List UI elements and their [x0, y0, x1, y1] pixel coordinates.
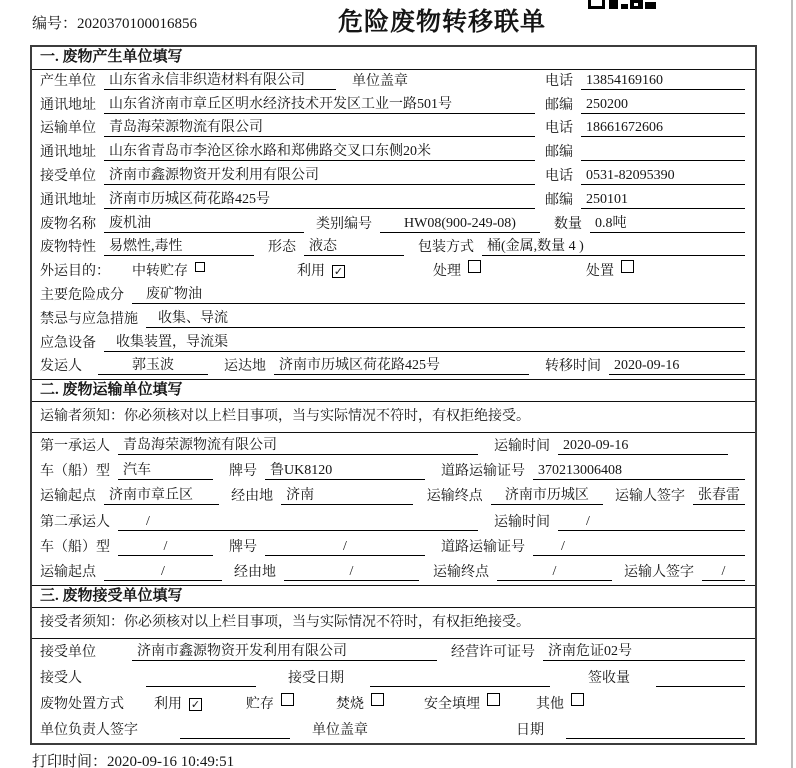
transport-purpose-row — [32, 260, 755, 284]
phone2-value: 18661672606 — [581, 120, 745, 137]
receiver-row — [32, 165, 755, 189]
print-time-label: 打印时间： — [32, 754, 108, 768]
transporter-label: 运输单位 — [40, 121, 96, 137]
disposal-option-use-label: 利用 — [154, 697, 182, 713]
section-receiver — [32, 585, 755, 743]
address1-value: 山东省济南市章丘区明水经济技术开发区工业一路501号 — [104, 97, 535, 114]
vehicle2-label: 车（船）型 — [40, 539, 110, 555]
received-qty-value — [656, 686, 745, 687]
packaging-label: 包装方式 — [418, 240, 474, 256]
accept-date-label: 接受日期 — [288, 671, 344, 687]
phone2-label: 电话 — [545, 121, 573, 137]
serial-value: 2020370100016856 — [77, 16, 198, 32]
vehicle1-label: 车（船）型 — [40, 463, 110, 479]
traits-label: 废物特性 — [40, 240, 96, 256]
shipper-label: 发运人 — [40, 359, 82, 375]
purpose-option-storage-label: 中转贮存 — [132, 264, 188, 280]
seal-label: 单位盖章 — [352, 73, 408, 89]
phone3-label: 电话 — [545, 168, 573, 184]
zip1-label: 邮编 — [545, 97, 573, 113]
carrier1-row — [32, 433, 755, 458]
disposal-label: 废物处置方式 — [40, 697, 124, 713]
transporter-address-row — [32, 141, 755, 165]
origin2-label: 运输起点 — [40, 565, 96, 581]
route1-row — [32, 484, 755, 509]
plate1-label: 牌号 — [229, 463, 257, 479]
producer-label: 产生单位 — [40, 73, 96, 89]
phone1-label: 电话 — [545, 73, 573, 89]
via2-label: 经由地 — [234, 565, 276, 581]
emergency-value: 收集、导流 — [146, 311, 745, 328]
license1-value: 370213006408 — [533, 463, 745, 480]
manager-sign-row — [32, 717, 755, 743]
address3-value: 济南市历城区荷花路425号 — [104, 192, 535, 209]
license2-label: 道路运输证号 — [441, 539, 525, 555]
accept-unit-value: 济南市鑫源物资开发利用有限公司 — [132, 644, 437, 661]
accept-unit-label: 接受单位 — [40, 645, 96, 661]
date-value — [566, 738, 745, 739]
checkbox-disposal-burn[interactable] — [371, 693, 384, 706]
section1-title: 一. 废物产生单位填写 — [32, 47, 755, 70]
carrier2-row — [32, 509, 755, 534]
equipment-value: 收集装置，导流渠 — [104, 335, 745, 352]
disposal-option-burn-label: 焚烧 — [336, 697, 364, 713]
accept-date-value — [370, 686, 550, 687]
section2-title: 二. 废物运输单位填写 — [32, 379, 755, 402]
shipper-value: 郭玉波 — [98, 358, 208, 375]
address2-label: 通讯地址 — [40, 145, 96, 161]
time1-label: 运输时间 — [494, 438, 550, 454]
vehicle2-row — [32, 535, 755, 560]
serial-number — [32, 12, 197, 33]
packaging-value: 桶(金属,数量 4 ) — [482, 239, 745, 256]
purpose-option-use-label: 利用 — [297, 264, 325, 280]
quantity-label: 数量 — [554, 216, 582, 232]
category-label: 类别编号 — [316, 216, 372, 232]
qr-code-fragment — [588, 0, 658, 10]
purpose-option-dispose-label: 处置 — [586, 264, 614, 280]
transfer-time-label: 转移时间 — [545, 359, 601, 375]
disposal-option-other-label: 其他 — [536, 697, 564, 713]
zip3-value: 250101 — [581, 192, 745, 209]
carrier2-value: / — [118, 514, 478, 531]
page-title: 危险废物转移联单 — [338, 9, 547, 36]
scan-edge-line — [791, 0, 793, 768]
origin2-value: / — [104, 564, 222, 581]
section-transporter — [32, 379, 755, 585]
checkbox-transfer-storage[interactable] — [195, 262, 205, 272]
route2-row — [32, 560, 755, 585]
transfer-form — [30, 45, 757, 745]
emergency-row — [32, 308, 755, 332]
carrier1-value: 青岛海荣源物流有限公司 — [118, 438, 478, 455]
end2-value: / — [497, 564, 612, 581]
origin1-value: 济南市章丘区 — [104, 488, 219, 505]
license2-value: / — [533, 539, 745, 556]
end1-value: 济南市历城区 — [491, 488, 603, 505]
transporter-row — [32, 118, 755, 142]
plate2-label: 牌号 — [229, 539, 257, 555]
phone1-value: 13854169160 — [581, 73, 745, 90]
checkbox-purpose-treat[interactable] — [468, 260, 481, 273]
print-time-value: 2020-09-16 10:49:51 — [107, 754, 235, 768]
checkbox-disposal-other[interactable] — [571, 693, 584, 706]
section-producer — [32, 47, 755, 379]
plate2-value: / — [265, 539, 425, 556]
unit-seal-label: 单位盖章 — [312, 723, 368, 739]
permit-label: 经营许可证号 — [451, 645, 535, 661]
phone3-value: 0531-82095390 — [581, 168, 745, 185]
acceptor-row — [32, 665, 755, 691]
equipment-label: 应急设备 — [40, 335, 96, 351]
end1-label: 运输终点 — [426, 489, 483, 505]
producer-value: 山东省永信非织造材料有限公司 — [104, 73, 336, 90]
producer-address-row — [32, 94, 755, 118]
vehicle1-value: 汽车 — [118, 463, 213, 480]
purpose-option-treat-label: 处理 — [433, 264, 461, 280]
transporter-notice: 运输者须知：你必须核对以上栏目事项，当与实际情况不符时，有权拒绝接受。 — [32, 402, 755, 433]
disposal-option-landfill-label: 安全填埋 — [424, 697, 480, 713]
address1-label: 通讯地址 — [40, 97, 96, 113]
transfer-time-value: 2020-09-16 — [609, 358, 745, 375]
hazard-label: 主要危险成分 — [40, 287, 124, 303]
time2-label: 运输时间 — [494, 514, 550, 530]
equipment-row — [32, 332, 755, 356]
receiver-label: 接受单位 — [40, 168, 96, 184]
disposal-method-row — [32, 691, 755, 717]
license1-label: 道路运输证号 — [441, 463, 525, 479]
destination-label: 运达地 — [224, 359, 266, 375]
vehicle1-row — [32, 459, 755, 484]
shipper-row — [32, 356, 755, 380]
receiver-notice: 接受者须知：你必须核对以上栏目事项，当与实际情况不符时，有权拒绝接受。 — [32, 608, 755, 639]
address2-value: 山东省青岛市李沧区徐水路和郑佛路交叉口东侧20米 — [104, 144, 535, 161]
zip2-label: 邮编 — [545, 145, 573, 161]
disposal-option-store-label: 贮存 — [246, 697, 274, 713]
manager-sign-label: 单位负责人签字 — [40, 723, 138, 739]
via2-value: / — [284, 564, 419, 581]
quantity-value: 0.8吨 — [590, 216, 745, 233]
sign2-label: 运输人签字 — [624, 565, 694, 581]
time2-value: / — [558, 514, 745, 531]
category-value: HW08(900-249-08) — [380, 216, 540, 233]
accept-unit-row — [32, 639, 755, 665]
checkbox-purpose-dispose[interactable] — [621, 260, 634, 273]
sign1-value: 张春雷 — [693, 488, 745, 505]
form-label: 形态 — [268, 240, 296, 256]
producer-row — [32, 70, 755, 94]
via1-label: 经由地 — [231, 489, 274, 505]
print-time — [32, 750, 234, 768]
checkbox-disposal-landfill[interactable] — [487, 693, 500, 706]
receiver-value: 济南市鑫源物资开发利用有限公司 — [104, 168, 535, 185]
acceptor-label: 接受人 — [40, 671, 82, 687]
waste-traits-row — [32, 237, 755, 261]
vehicle2-value: / — [118, 539, 213, 556]
section3-title: 三. 废物接受单位填写 — [32, 585, 755, 608]
carrier1-label: 第一承运人 — [40, 438, 110, 454]
waste-name-row — [32, 213, 755, 237]
end2-label: 运输终点 — [433, 565, 489, 581]
zip1-value: 250200 — [581, 97, 745, 114]
waste-name-value: 废机油 — [104, 216, 304, 233]
hazard-row — [32, 284, 755, 308]
zip2-value — [581, 160, 745, 161]
serial-label: 编号： — [32, 16, 78, 32]
traits-value: 易燃性,毒性 — [104, 239, 254, 256]
permit-value: 济南危证02号 — [543, 644, 745, 661]
plate1-value: 鲁UK8120 — [265, 463, 425, 480]
form-value: 液态 — [304, 239, 404, 256]
manager-sign-value — [180, 738, 290, 739]
received-qty-label: 签收量 — [588, 671, 630, 687]
via1-value: 济南 — [281, 488, 413, 505]
hazard-value: 废矿物油 — [132, 287, 745, 304]
receiver-address-row — [32, 189, 755, 213]
destination-value: 济南市历城区荷花路425号 — [274, 358, 529, 375]
zip3-label: 邮编 — [545, 192, 573, 208]
purpose-label: 外运目的： — [40, 264, 110, 280]
sign1-label: 运输人签字 — [615, 489, 685, 505]
emergency-label: 禁忌与应急措施 — [40, 311, 138, 327]
acceptor-value — [146, 686, 256, 687]
origin1-label: 运输起点 — [40, 489, 96, 505]
address3-label: 通讯地址 — [40, 192, 96, 208]
checkbox-disposal-store[interactable] — [281, 693, 294, 706]
date-label: 日期 — [516, 723, 544, 739]
checkbox-disposal-use[interactable]: ✓ — [190, 698, 201, 712]
sign2-value: / — [702, 564, 745, 581]
time1-value: 2020-09-16 — [558, 438, 728, 455]
transporter-value: 青岛海荣源物流有限公司 — [104, 120, 535, 137]
checkbox-purpose-use[interactable]: ✓ — [333, 265, 344, 279]
waste-name-label: 废物名称 — [40, 216, 96, 232]
carrier2-label: 第二承运人 — [40, 514, 110, 530]
